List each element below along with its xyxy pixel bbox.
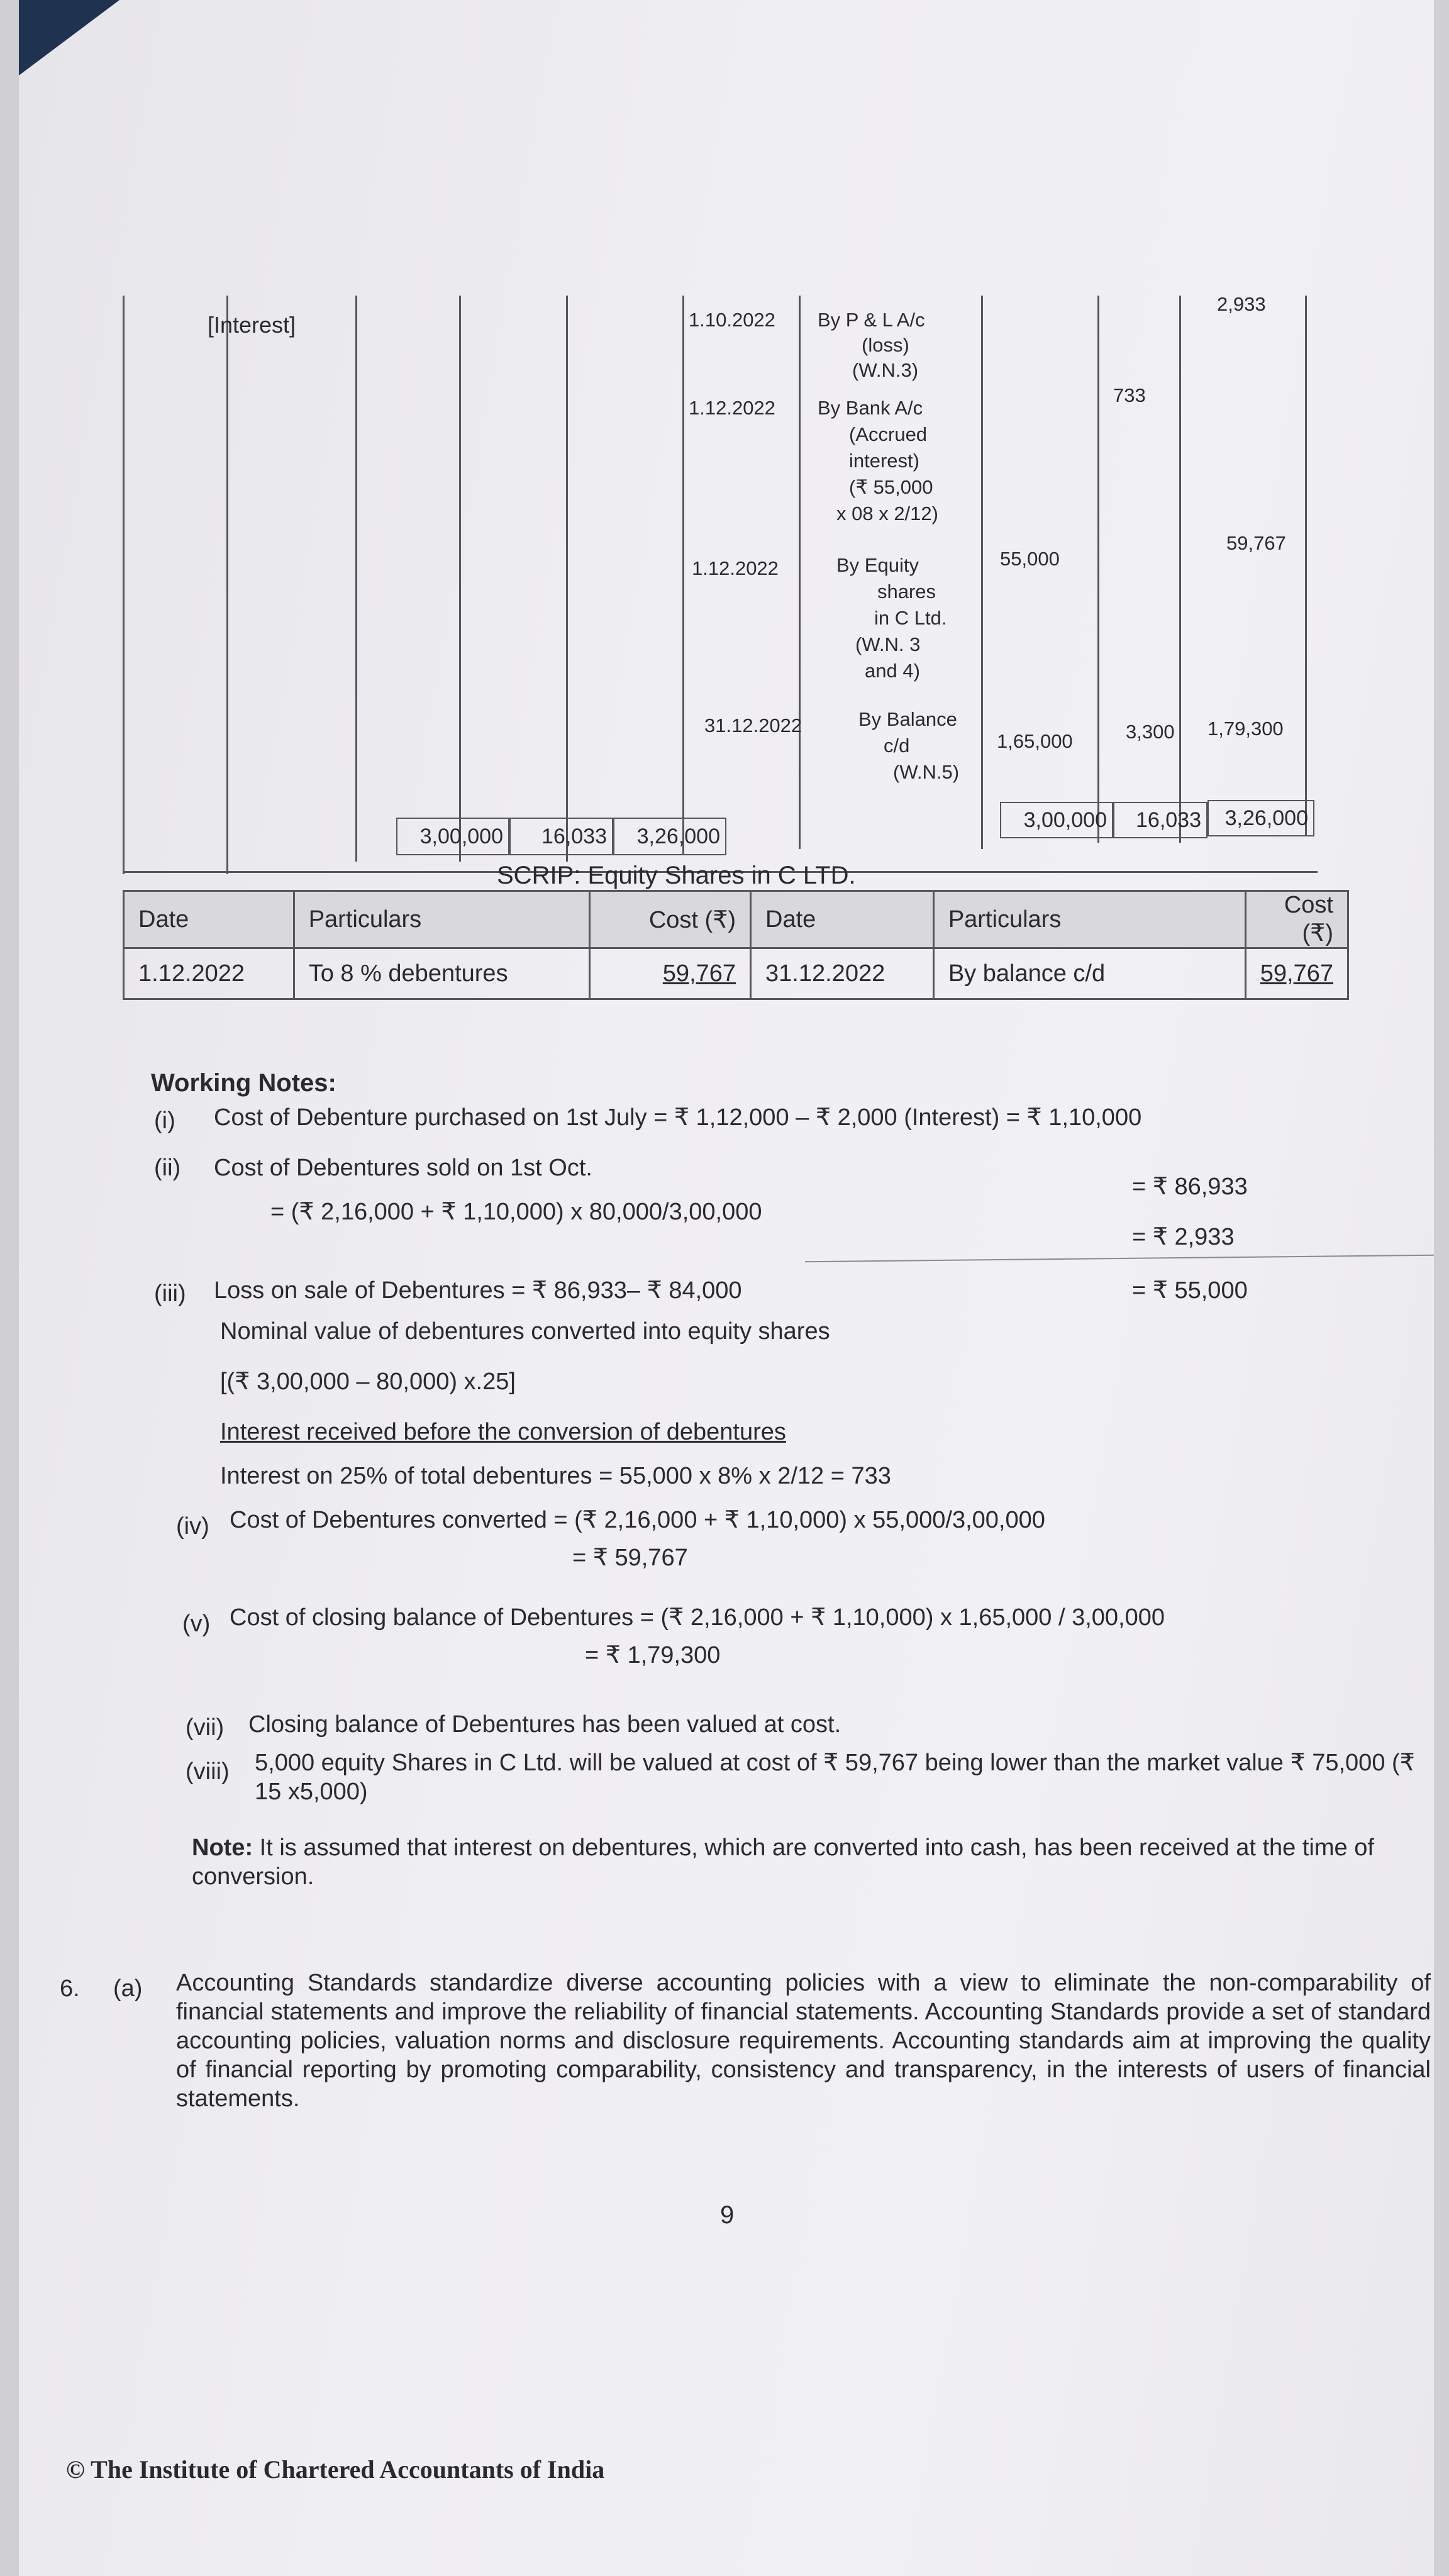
entry-particular: (loss) — [862, 334, 909, 356]
note-5: Cost of closing balance of Debentures = (₹ 2,16,000 + ₹ 1,10,000) x 1,65,000 / 3,00,000 — [230, 1604, 1165, 1631]
scrip-header-date: Date — [124, 891, 294, 948]
entry-nominal: 1,65,000 — [997, 730, 1073, 752]
scrip-header-date: Date — [751, 891, 934, 948]
entry-date: 1.12.2022 — [692, 557, 779, 579]
total-right-nominal: 3,00,000 — [1000, 802, 1113, 838]
entry-date: 1.10.2022 — [689, 309, 775, 331]
entry-particular: By Equity — [836, 554, 919, 576]
note-4: Cost of Debentures converted = (₹ 2,16,000 + ₹ 1,10,000) x 55,000/3,00,000 — [230, 1507, 1045, 1533]
note-3b: Nominal value of debentures converted into equity shares — [220, 1318, 830, 1345]
entry-particular: interest) — [849, 450, 919, 472]
entry-date: 31.12.2022 — [704, 714, 802, 736]
entry-particular: in C Ltd. — [874, 607, 947, 629]
note-3b-result: = ₹ 55,000 — [1132, 1277, 1248, 1304]
document-page — [19, 0, 1434, 2576]
note-3-result: = ₹ 2,933 — [1132, 1224, 1235, 1250]
footer-copyright: © The Institute of Chartered Accountants of India — [66, 2455, 605, 2484]
note-label: (ii) — [154, 1155, 181, 1181]
entry-particular: (Accrued — [849, 423, 928, 445]
entry-cost: 59,767 — [1226, 532, 1286, 554]
scrip-header-cost: Cost (₹) — [1245, 891, 1348, 948]
ledger-row-label: [Interest] — [208, 312, 296, 338]
entry-interest: 733 — [1113, 384, 1146, 406]
entry-cost: 1,79,300 — [1208, 718, 1284, 740]
note-3e: Interest on 25% of total debentures = 55,000 x 8% x 2/12 = 733 — [220, 1463, 891, 1489]
page-number: 9 — [720, 2201, 735, 2229]
note-label: (i) — [154, 1108, 175, 1134]
note-2: Cost of Debentures sold on 1st Oct. — [214, 1155, 592, 1181]
scrip-row — [124, 948, 1348, 999]
scrip-title: SCRIP: Equity Shares in C LTD. — [497, 862, 856, 889]
question-6a-text: Accounting Standards standardize diverse accounting policies with a view to eliminate the non-comparability of financial statements and improve the reliability of financial statements. Accounting Standards provide a set of standard accounting policies, valuation norms and disclosure requirements. Accounting standards aim at improving the quality of financial reporting by promoting comparability, consistency and transparency, in the interests of users of financial statements. — [176, 1970, 1431, 2112]
entry-particular: (W.N. 3 — [855, 633, 921, 655]
scrip-particulars: To 8 % debentures — [294, 948, 589, 999]
entry-particular: c/d — [884, 735, 910, 757]
scrip-date: 31.12.2022 — [751, 948, 934, 999]
note-3c: [(₹ 3,00,000 – 80,000) x.25] — [220, 1368, 516, 1395]
entry-interest: 3,300 — [1126, 721, 1175, 743]
note-label: (iv) — [176, 1513, 209, 1540]
entry-cost: 2,933 — [1217, 293, 1266, 315]
total-right-interest: 16,033 — [1113, 802, 1208, 838]
note-text: It is assumed that interest on debentures, which are converted into cash, has been received at the time of conversion. — [192, 1835, 1374, 1890]
stray-pen-line — [805, 1255, 1434, 1262]
entry-date: 1.12.2022 — [689, 397, 775, 419]
note-3: Loss on sale of Debentures = ₹ 86,933– ₹ 84,000 — [214, 1277, 742, 1304]
question-number: 6. — [60, 1975, 80, 2002]
entry-particular: By Bank A/c — [818, 397, 923, 419]
scrip-cost: 59,767 — [589, 948, 750, 999]
note-label: (iii) — [154, 1280, 186, 1307]
scrip-header-row — [124, 891, 1348, 948]
note-2-result: = ₹ 86,933 — [1132, 1174, 1248, 1200]
note-7: Closing balance of Debentures has been valued at cost. — [248, 1711, 841, 1738]
note-label: (v) — [182, 1611, 211, 1637]
scrip-header-particulars: Particulars — [294, 891, 589, 948]
scrip-table — [123, 890, 1349, 1000]
scrip-particulars: By balance c/d — [933, 948, 1245, 999]
total-left-cost: 3,26,000 — [613, 818, 726, 855]
question-part: (a) — [113, 1975, 143, 2002]
note-label: (vii) — [186, 1714, 225, 1741]
background-edge — [19, 0, 119, 75]
entry-particular: (W.N.3) — [852, 359, 919, 381]
entry-nominal: 55,000 — [1000, 548, 1060, 570]
total-left-interest: 16,033 — [509, 818, 613, 855]
entry-particular: By Balance — [858, 708, 957, 730]
note-3d: Interest received before the conversion of debentures — [220, 1419, 786, 1445]
note-paragraph — [192, 1833, 1424, 1891]
scrip-header-cost: Cost (₹) — [589, 891, 750, 948]
entry-particular: and 4) — [865, 660, 920, 682]
scrip-cost: 59,767 — [1245, 948, 1348, 999]
note-4-result: = ₹ 59,767 — [572, 1545, 688, 1571]
note-label: (viii) — [186, 1758, 230, 1785]
total-left-nominal: 3,00,000 — [396, 818, 509, 855]
entry-particular: shares — [877, 580, 936, 602]
note-1: Cost of Debenture purchased on 1st July = ₹ 1,12,000 – ₹ 2,000 (Interest) = ₹ 1,10,000 — [214, 1104, 1142, 1131]
scrip-date: 1.12.2022 — [124, 948, 294, 999]
entry-particular: x 08 x 2/12) — [836, 502, 938, 525]
working-notes-heading: Working Notes: — [151, 1069, 336, 1097]
entry-particular: (W.N.5) — [893, 761, 960, 783]
note-8: 5,000 equity Shares in C Ltd. will be valued at cost of ₹ 59,767 being lower than the market value ₹ 75,000 (₹ 15 x5,000) — [255, 1750, 1415, 1805]
note-2-calc: = (₹ 2,16,000 + ₹ 1,10,000) x 80,000/3,00,000 — [270, 1199, 762, 1225]
entry-particular: (₹ 55,000 — [849, 476, 933, 498]
scrip-header-particulars: Particulars — [933, 891, 1245, 948]
note-bold-label: Note: — [192, 1835, 253, 1861]
entry-particular: By P & L A/c — [818, 309, 925, 331]
note-5-result: = ₹ 1,79,300 — [585, 1642, 721, 1668]
total-right-cost: 3,26,000 — [1208, 800, 1314, 836]
